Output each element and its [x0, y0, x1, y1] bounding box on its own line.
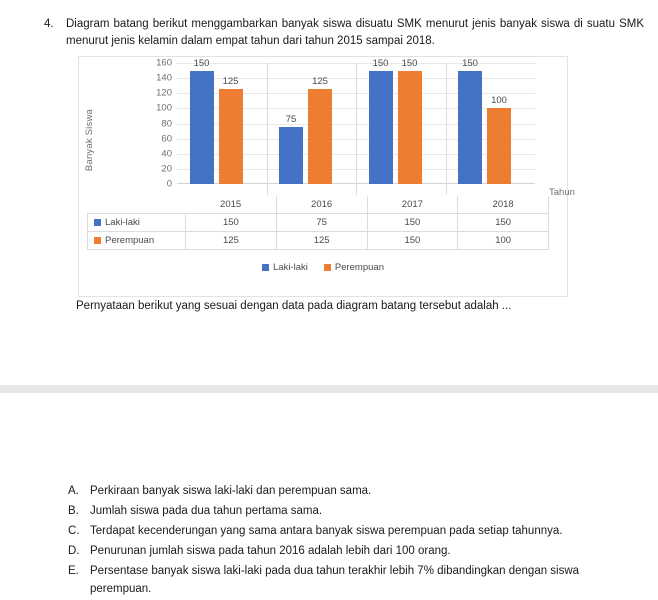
y-tick-label: 120	[156, 87, 172, 99]
bar-fill	[308, 89, 332, 184]
chart-data-table	[87, 196, 549, 250]
bar-value-label: 150	[193, 57, 210, 69]
y-axis-label: Banyak Siswa	[84, 109, 95, 172]
page-separator	[0, 385, 658, 393]
bar-perempuan	[308, 76, 332, 184]
legend-label: Laki-laki	[273, 262, 308, 273]
legend-swatch-icon	[94, 219, 101, 226]
bar-fill	[398, 71, 422, 184]
table-row	[88, 196, 549, 214]
x-axis-label: Tahun	[549, 187, 575, 198]
bar-fill	[487, 108, 511, 184]
bar-group	[177, 57, 267, 184]
table-series-label: Perempuan	[88, 232, 186, 250]
legend-swatch-icon	[94, 237, 101, 244]
table-cell: 125	[186, 232, 277, 250]
question-number: 4.	[44, 18, 54, 30]
answer-option-key: B.	[68, 505, 79, 517]
answer-option-text: Jumlah siswa pada dua tahun pertama sama.	[90, 505, 323, 517]
table-series-label: Laki-laki	[88, 214, 186, 232]
bar-perempuan	[487, 95, 511, 184]
bar-value-label: 100	[491, 95, 507, 107]
table-cell: 150	[367, 232, 458, 250]
answer-option-text: Penurunan jumlah siswa pada tahun 2016 adalah lebih dari 100 orang.	[90, 545, 451, 557]
category-separator	[356, 63, 357, 195]
bar-fill	[458, 71, 482, 184]
category-separator	[267, 63, 268, 195]
chart-legend	[79, 262, 567, 273]
answer-option-key: A.	[68, 485, 79, 497]
answer-option[interactable]	[68, 482, 638, 500]
bar-laki-laki	[369, 57, 393, 184]
answer-option-key: C.	[68, 525, 80, 537]
table-row	[88, 232, 549, 250]
y-tick-label: 60	[161, 133, 172, 145]
bar-laki-laki	[458, 57, 482, 184]
y-tick-label: 0	[166, 178, 172, 190]
bar-value-label: 125	[222, 76, 239, 88]
bar-value-label: 150	[401, 57, 418, 69]
table-corner-cell	[88, 196, 186, 214]
bar-group	[267, 63, 357, 184]
y-tick-label: 100	[156, 102, 172, 114]
table-header-cell: 2016	[276, 196, 367, 214]
bar-value-label: 125	[312, 76, 328, 88]
bar-fill	[219, 89, 243, 184]
legend-label: Perempuan	[334, 262, 384, 273]
bar-laki-laki	[279, 114, 303, 184]
legend-swatch-icon	[324, 264, 331, 271]
bar-groups	[177, 57, 535, 184]
answer-option[interactable]	[68, 542, 638, 560]
category-separator	[446, 63, 447, 195]
answer-option[interactable]	[68, 562, 638, 598]
answer-option[interactable]	[68, 522, 638, 540]
bar-value-label: 75	[285, 114, 297, 126]
bar-chart-container	[78, 56, 575, 297]
legend-swatch-icon	[262, 264, 269, 271]
table-header-cell: 2015	[186, 196, 277, 214]
question-prompt: Pernyataan berikut yang sesuai dengan data pada diagram batang tersebut adalah ...	[76, 300, 512, 312]
bar-fill	[369, 71, 393, 184]
answer-option-key: E.	[68, 565, 79, 577]
table-cell: 150	[367, 214, 458, 232]
answer-option-text: Persentase banyak siswa laki-laki pada dua tahun terakhir lebih 7% dibandingkan dengan siswa perempuan.	[90, 565, 580, 595]
answer-option-text: Terdapat kecenderungan yang sama antara banyak siswa perempuan pada setiap tahunnya.	[90, 525, 563, 537]
bar-perempuan	[219, 76, 243, 184]
legend-item	[324, 262, 384, 273]
bar-fill	[190, 71, 214, 184]
table-cell: 125	[276, 232, 367, 250]
table-cell: 150	[186, 214, 277, 232]
y-tick-label: 160	[156, 57, 172, 69]
answer-options	[68, 482, 638, 600]
y-tick-label: 80	[161, 118, 172, 129]
y-tick-label: 140	[156, 72, 172, 84]
question-text: Diagram batang berikut menggambarkan banyak siswa disuatu SMK menurut jenis banyak siswa di suatu SMK menurut jenis kelamin dalam empat tahun dari tahun 2015 sampai 2018.	[66, 18, 644, 47]
bar-group	[356, 57, 446, 184]
y-tick-label: 40	[161, 148, 172, 160]
question-stem	[44, 16, 644, 50]
answer-option-key: D.	[68, 545, 80, 557]
bar-value-label: 150	[462, 57, 478, 69]
table-row	[88, 214, 549, 232]
plot-area	[156, 57, 535, 190]
answer-option[interactable]	[68, 502, 638, 520]
table-cell: 75	[276, 214, 367, 232]
table-cell: 150	[458, 214, 549, 232]
bar-laki-laki	[190, 57, 214, 184]
y-tick-label: 20	[161, 163, 172, 175]
answer-option-text: Perkiraan banyak siswa laki-laki dan perempuan sama.	[90, 485, 372, 497]
table-header-cell: 2018	[458, 196, 549, 214]
bar-fill	[279, 127, 303, 184]
bar-value-label: 150	[372, 57, 389, 69]
table-cell: 100	[458, 232, 549, 250]
table-header-cell: 2017	[367, 196, 458, 214]
bar-group	[446, 57, 536, 184]
legend-item	[262, 262, 308, 273]
bar-perempuan	[398, 57, 422, 184]
